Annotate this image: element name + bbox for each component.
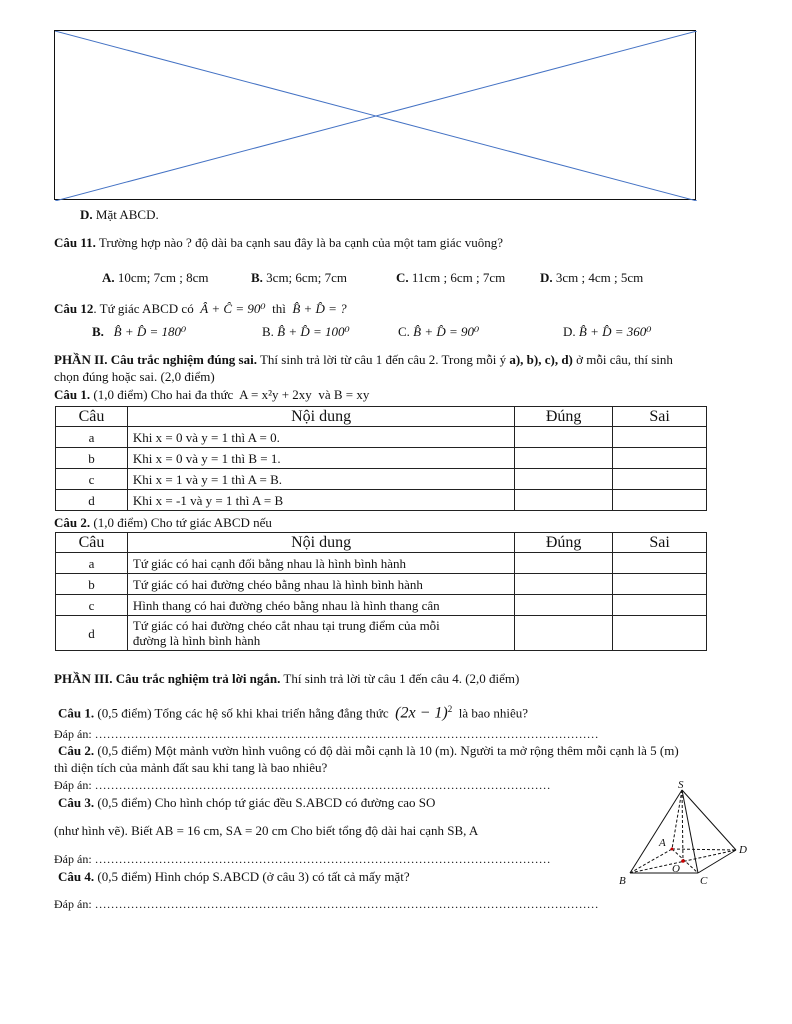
true-cell[interactable]: [515, 448, 613, 469]
part2-q2: Câu 2. (1,0 điểm) Cho tứ giác ABCD nếu: [54, 515, 272, 530]
false-cell[interactable]: [613, 490, 707, 511]
part3-q2-line2: thì diện tích của mảnh đất sau khi tang là bao nhiêu?: [54, 760, 328, 775]
pyramid-label-c: C: [700, 875, 708, 887]
q12-option-1: B. B̂ + D̂ = 180⁰: [92, 324, 187, 339]
part2-q1: Câu 1. (1,0 điểm) Cho hai đa thức A = x²y + 2xy và B = xy: [54, 387, 370, 402]
pyramid-figure: [612, 778, 762, 890]
table-part2-q2: [55, 532, 707, 651]
table-row: c Hình thang có hai đường chéo bằng nhau là hình thang cân: [56, 595, 707, 616]
true-cell[interactable]: [515, 427, 613, 448]
table-row: b Khi x = 0 và y = 1 thì B = 1.: [56, 448, 707, 469]
q12-question: Câu 12. Tứ giác ABCD có Â + Ĉ = 90⁰ thì B̂ + D̂ = ?: [54, 301, 347, 316]
true-cell[interactable]: [515, 553, 613, 574]
true-cell[interactable]: [515, 616, 613, 651]
pyramid-label-b: B: [619, 875, 626, 887]
part3-q4: Câu 4. (0,5 điểm) Hình chóp S.ABCD (ở câu 3) có tất cả mấy mặt?: [58, 869, 410, 884]
part2-intro-line2: chọn đúng hoặc sai. (2,0 điểm): [54, 369, 215, 384]
pyramid-label-o: O: [672, 863, 680, 875]
false-cell[interactable]: [613, 553, 707, 574]
part3-intro: PHẦN III. Câu trắc nghiệm trả lời ngắn. Thí sinh trả lời từ câu 1 đến câu 4. (2,0 điểm): [54, 671, 520, 686]
image-placeholder: [54, 30, 696, 200]
part3-q2-answer[interactable]: Đáp án: ……………………………………………………………………………………………………: [54, 778, 551, 792]
q12-option-2: B. B̂ + D̂ = 100⁰: [262, 324, 350, 339]
false-cell[interactable]: [613, 427, 707, 448]
part3-q3: Câu 3. (0,5 điểm) Cho hình chóp tứ giác đều S.ABCD có đường cao SO: [58, 795, 436, 810]
table-row: a Tứ giác có hai cạnh đối bằng nhau là hình bình hành: [56, 553, 707, 574]
part2-intro: PHẦN II. Câu trắc nghiệm đúng sai. Thí sinh trả lời từ câu 1 đến câu 2. Trong mỗi ý a), b), c), d) ở mỗi câu, thí sinh: [54, 352, 673, 367]
part3-q1-answer[interactable]: Đáp án: ………………………………………………………………………………………………………………: [54, 727, 599, 741]
false-cell[interactable]: [613, 595, 707, 616]
false-cell[interactable]: [613, 616, 707, 651]
table-row: c Khi x = 1 và y = 1 thì A = B.: [56, 469, 707, 490]
part3-q2: Câu 2. (0,5 điểm) Một mảnh vườn hình vuông có độ dài mỗi cạnh là 10 (m). Người ta mở rộng thêm mỗi cạnh là 5 (m): [58, 743, 679, 758]
table-header: Câu Nội dung Đúng Sai: [56, 407, 707, 427]
true-cell[interactable]: [515, 490, 613, 511]
table-row: a Khi x = 0 và y = 1 thì A = 0.: [56, 427, 707, 448]
table-row: b Tứ giác có hai đường chéo bằng nhau là hình bình hành: [56, 574, 707, 595]
part3-q3-line2: (như hình vẽ). Biết AB = 16 cm, SA = 20 cm Cho biết tổng độ dài hai cạnh SB, A: [54, 823, 479, 838]
false-cell[interactable]: [613, 448, 707, 469]
pyramid-label-d: D: [739, 844, 747, 856]
true-cell[interactable]: [515, 469, 613, 490]
part3-q4-answer[interactable]: Đáp án: ………………………………………………………………………………………………………………: [54, 897, 599, 911]
q12-option-4: D. B̂ + D̂ = 360⁰: [563, 324, 652, 339]
table-header: Câu Nội dung Đúng Sai: [56, 533, 707, 553]
part3-q1: Câu 1. (0,5 điểm) Tổng các hệ số khi khai triển hằng đẳng thức $(2x - 1)^2$ là bao nhiêu?: [58, 704, 529, 722]
q11-option-d: D. 3cm ; 4cm ; 5cm: [540, 270, 644, 285]
false-cell[interactable]: [613, 469, 707, 490]
pyramid-label-a: A: [659, 837, 666, 849]
q10-option-d: D. Mặt ABCD.: [80, 207, 159, 222]
false-cell[interactable]: [613, 574, 707, 595]
table-part2-q1: [55, 406, 707, 511]
true-cell[interactable]: [515, 595, 613, 616]
pyramid-label-s: S: [678, 779, 684, 791]
table-row: d Khi x = -1 và y = 1 thì A = B: [56, 490, 707, 511]
q11-option-c: C. 11cm ; 6cm ; 7cm: [396, 270, 506, 285]
part3-q3-answer[interactable]: Đáp án: ……………………………………………………………………………………………………: [54, 852, 551, 866]
q12-option-3: C. B̂ + D̂ = 90⁰: [398, 324, 480, 339]
q11-option-a: A. 10cm; 7cm ; 8cm: [102, 270, 209, 285]
placeholder-cross: [55, 31, 697, 201]
q11-question: Câu 11. Trường hợp nào ? độ dài ba cạnh sau đây là ba cạnh của một tam giác vuông?: [54, 235, 503, 250]
table-row: d Tứ giác có hai đường chéo cắt nhau tại trung điểm của mỗi đường là hình bình hành: [56, 616, 707, 651]
true-cell[interactable]: [515, 574, 613, 595]
q11-option-b: B. 3cm; 6cm; 7cm: [251, 270, 348, 285]
